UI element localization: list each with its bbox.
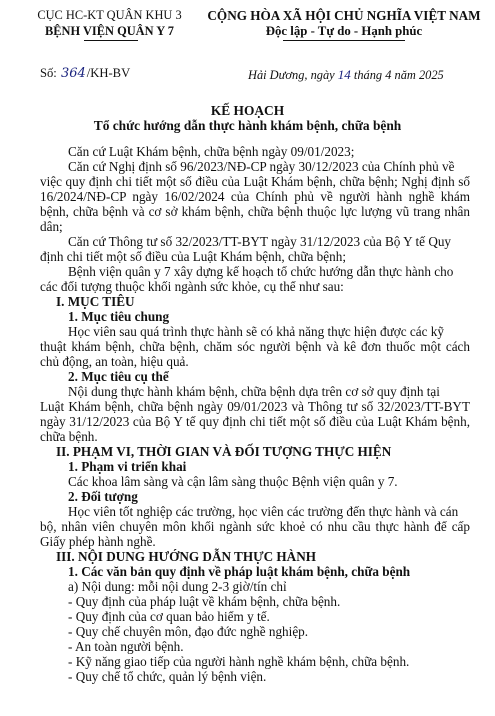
date-day-handwritten: 14 [337, 67, 351, 82]
body-line: chữa bệnh. [40, 429, 98, 444]
list-item: - Quy định của cơ quan bảo hiểm y tế. [68, 609, 270, 624]
list-item: - Quy định của pháp luật về khám bệnh, chữa bệnh. [68, 594, 341, 609]
list-item: - Quy chế tổ chức, quản lý bệnh viện. [68, 669, 267, 684]
document-title: KẾ HOẠCH [210, 103, 285, 118]
body-line: dân; [40, 219, 63, 234]
document-number [40, 66, 130, 81]
nation-line-1: CỘNG HÒA XÃ HỘI CHỦ NGHĨA VIỆT NAM [207, 8, 481, 23]
subsection-heading: 1. Các văn bản quy định về pháp luật khám bệnh, chữa bệnh [68, 564, 411, 579]
body-line: Các khoa lâm sàng và cận lâm sàng thuộc Bệnh viện quân y 7. [68, 474, 398, 489]
nation-line-2: Độc lập - Tự do - Hạnh phúc [265, 24, 423, 38]
body-line: Căn cứ Thông tư số 32/2023/TT-BYT ngày 31/12/2023 của Bộ Y tế Quy [68, 234, 452, 249]
body-line: 16/2024/NĐ-CP ngày 16/02/2024 của Chính phủ về người hành nghề khám [40, 189, 470, 204]
date-suffix: tháng 4 năm 2025 [353, 68, 444, 82]
list-item: - Quy chế chuyên môn, đạo đức nghề nghiệp. [68, 624, 309, 639]
body-line: bộ, nhân viên chuyên môn khối ngành sức khoẻ có nhu cầu thực hành để cấp [40, 519, 470, 534]
body-line: định chi tiết một số điều của Luật Khám bệnh, chữa bệnh; [40, 249, 346, 264]
body-line: bệnh, chữa bệnh và cơ sở khám bệnh, chữa bệnh thuộc lực lượng vũ trang nhân [40, 204, 470, 219]
org-line-2: BỆNH VIỆN QUÂN Y 7 [45, 24, 174, 38]
body-line: việc quy định chi tiết một số điều của Luật Khám bệnh, chữa bệnh; Nghị định số [40, 174, 470, 189]
body-line: Nội dung thực hành khám bệnh, chữa bệnh dựa trên cơ sở quy định tại [68, 384, 440, 399]
org-line-1: CỤC HC-KT QUÂN KHU 3 [37, 8, 182, 22]
org-underline [84, 40, 138, 41]
body-line: chủ động, an toàn, hiệu quả. [40, 354, 189, 369]
list-item: - Kỹ năng giao tiếp của người hành nghề khám bệnh, chữa bệnh. [68, 654, 410, 669]
body-line: Căn cứ Nghị định số 96/2023/NĐ-CP ngày 30/12/2023 của Chính phủ về [68, 159, 455, 174]
document-date [248, 67, 444, 83]
doc-no-suffix: /KH-BV [86, 66, 131, 80]
body-line: Căn cứ Luật Khám bệnh, chữa bệnh ngày 09/01/2023; [68, 144, 355, 159]
nation-underline [283, 40, 405, 41]
section-heading: II. PHẠM VI, THỜI GIAN VÀ ĐỐI TƯỢNG THỰC HIỆN [56, 444, 392, 459]
body-line: a) Nội dung: mỗi nội dung 2-3 giờ/tín chỉ [68, 579, 287, 594]
doc-no-handwritten: 364 [60, 66, 86, 81]
body-line: Luật Khám bệnh, chữa bệnh ngày 09/01/2023 và Thông tư số 32/2023/TT-BYT [40, 399, 470, 414]
body-line: các đối tượng thuộc khối ngành sức khỏe, cụ thể như sau: [40, 279, 344, 294]
doc-no-prefix: Số: [40, 66, 57, 80]
body-line: thuật khám bệnh, chữa bệnh, chăm sóc người bệnh và kê đơn thuốc một cách [40, 339, 470, 354]
date-prefix: Hải Dương, ngày [248, 68, 335, 82]
body-line: Học viên sau quá trình thực hành sẽ có khả năng thực hiện được các kỹ [68, 324, 444, 339]
body-line: Giấy phép hành nghề. [40, 534, 156, 549]
subsection-heading: 1. Mục tiêu chung [68, 309, 170, 324]
document-subtitle: Tổ chức hướng dẫn thực hành khám bệnh, chữa bệnh [93, 118, 402, 133]
section-heading: III. NỘI DUNG HƯỚNG DẪN THỰC HÀNH [56, 549, 316, 564]
subsection-heading: 1. Phạm vi triển khai [68, 459, 187, 474]
subsection-heading: 2. Mục tiêu cụ thể [68, 369, 169, 384]
list-item: - An toàn người bệnh. [68, 639, 184, 654]
body-line: ngày 31/12/2023 của Bộ Y tế quy định chi tiết một số điều của Luật Khám bệnh, [40, 414, 470, 429]
subsection-heading: 2. Đối tượng [68, 489, 138, 504]
body-line: Bệnh viện quân y 7 xây dựng kế hoạch tổ chức hướng dẫn thực hành cho [68, 264, 454, 279]
body-line: Học viên tốt nghiệp các trường, học viên các trường đến thực hành và cán [68, 504, 459, 519]
section-heading: I. MỤC TIÊU [56, 294, 135, 309]
